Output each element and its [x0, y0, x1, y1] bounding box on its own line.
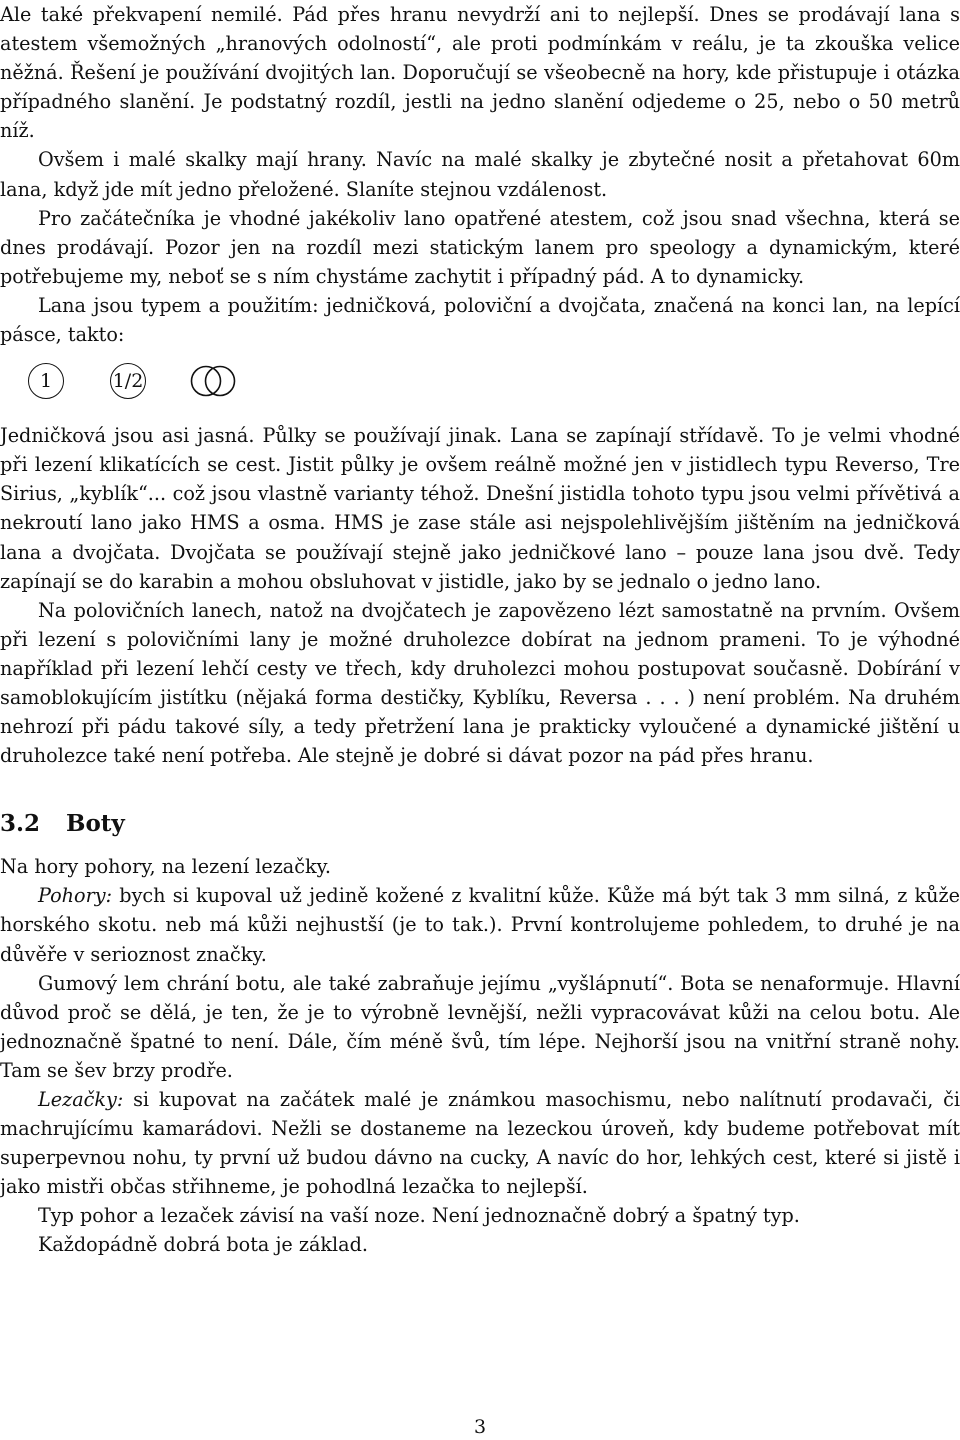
page-number: 3 [473, 1416, 487, 1438]
rope-type-symbols [0, 349, 960, 421]
section-number: 3.2 [0, 810, 41, 838]
section-heading [0, 808, 960, 840]
paragraph-climbing-shoes [0, 1085, 960, 1201]
twin-rings-icon-graphic [190, 363, 236, 399]
paragraph-leading-half-ropes: Na polovičních lanech, natož na dvojčatech je zapovězeno lézt samostatně na prvním. Ovšem při lezení s polovičními lany je možné druholezce dobírat na jednom prameni. To je výhodné například při lezení lehčí cesty ve třech, kdy druholezci mohou postupovat současně. Dobírání v samoblokujícím jistítku (nějaká forma destičky, Kyblíku, Reversa . . . ) není problém. Na druhém nehrozí při pádu takové síly, a tedy přetržení lana je prakticky vyloučené a dynamické jištění u druholezce také není potřeba. Ale stejně je dobré si dávat pozor na pád přes hranu. [0, 598, 960, 768]
paragraph-text: si kupovat na začátek malé je známkou masochismu, nebo nalítnutí prodavači, či machrujícímu kamarádovi. Nežli se dostaneme na lezeckou úroveň, kdy budeme potřebovat mít superpevnou nohu, ty první už budou dávno na cucky, A navíc do hor, lehkých cest, které si jistě i jako mistři občas střihneme, je pohodlná lezačka to nejlepší. [0, 1088, 960, 1199]
single-rope-label: 1 [39, 369, 53, 392]
term-mountain-boots: Pohory: [38, 884, 113, 908]
half-rope-symbol [110, 363, 146, 399]
paragraph-half-ropes: Jedničková jsou asi jasná. Půlky se používají jinak. Lana se zapínají střídavě. To je velmi vhodné při lezení klikatících se cest. Jistit půlky je ovšem reálně možné jen v jistidlech typu Reverso, Tre Sirius, „kyblík“... což jsou vlastně varianty téhož. Dnešní jistidla tohoto typu jsou velmi přívětivá a nekroutí lano jako HMS a osma. HMS je zase stále asi nejspolehlivějším jištěním na jedničková lana a dvojčata. Dvojčata se používají stejně jako jedničkové lano – pouze lana jsou dvě. Tedy zapínají se do karabin a mohou obsluhovat v jistidle, jako by se jednalo o jedno lano. [0, 424, 960, 593]
paragraph-rubber-rand [0, 969, 960, 1085]
paragraph-text: bych si kupoval už jedině kožené z kvalitní kůže. Kůže má být tak 3 mm silná, z kůže horského skotu. neb má kůži nejhustší (je to tak.). První kontrolujeme pohledem, to druhé je na důvěře v serioznost značky. [0, 884, 960, 966]
section-title: Boty [66, 810, 125, 838]
paragraph-text: Na hory pohory, na lezení lezačky. [0, 855, 331, 879]
paragraph-small-crags: Ovšem i malé skalky mají hrany. Navíc na malé skalky je zbytečné nosit a přetahovat 60m lana, když jde mít jedno přeložené. Slaníte stejnou vzdálenost. [0, 148, 960, 201]
term-climbing-shoes: Lezačky: [38, 1088, 124, 1111]
paragraph-mountain-boots [0, 881, 960, 968]
paragraph-beginner-rope: Pro začátečníka je vhodné jakékoliv lano opatřené atestem, což jsou snad všechna, která se dnes prodávají. Pozor jen na rozdíl mezi statickým lanem pro speology a dynamickým, které potřebujeme my, neboť se s ním chystáme zachytit i případný pád. A to dynamicky. [0, 206, 960, 288]
single-rope-symbol [28, 363, 64, 399]
paragraph-ropes-edges: Ale také překvapení nemilé. Pád přes hranu nevydrží ani to nejlepší. Dnes se prodávají lana s atestem všemožných „hranových odolností“, ale proti podmínkám v reálu, je ta zkouška velice něžná. Řešení je používání dvojitých lan. Doporučují se všeobecně na hory, kde přistupuje i otázka případného slanění. Je podstatný rozdíl, jestli na jedno slanění odjedeme o 25, nebo o 50 metrů níž. [0, 3, 960, 143]
half-rope-label: 1/2 [112, 369, 144, 392]
paragraph-text: Typ pohor a lezaček závisí na vaší noze. Není jednoznačně dobrý a špatný typ. [38, 1204, 800, 1228]
paragraph-text: Každopádně dobrá bota je základ. [38, 1233, 368, 1257]
twin-rings-icon [190, 363, 236, 399]
paragraph-boots-intro [0, 852, 960, 881]
paragraph-text: Gumový lem chrání botu, ale také zabraňuje jejímu „vyšlápnutí“. Bota se nenaformuje. Hlavní důvod proč se dělá, je ten, že je to výrobně levnější, nežli vypracovávat kůži na celou botu. Ale jednoznačně špatné to není. Dále, čím méně švů, tím lépe. Nejhorší jsou na vnitřní straně nohy. Tam se šev brzy prodře. [0, 971, 960, 1082]
paragraph-shoe-type [0, 1201, 960, 1230]
paragraph-rope-types: Lana jsou typem a použitím: jedničková, poloviční a dvojčata, značená na konci lan, na lepící pásce, takto: [0, 293, 960, 347]
paragraph-good-boot [0, 1230, 960, 1259]
